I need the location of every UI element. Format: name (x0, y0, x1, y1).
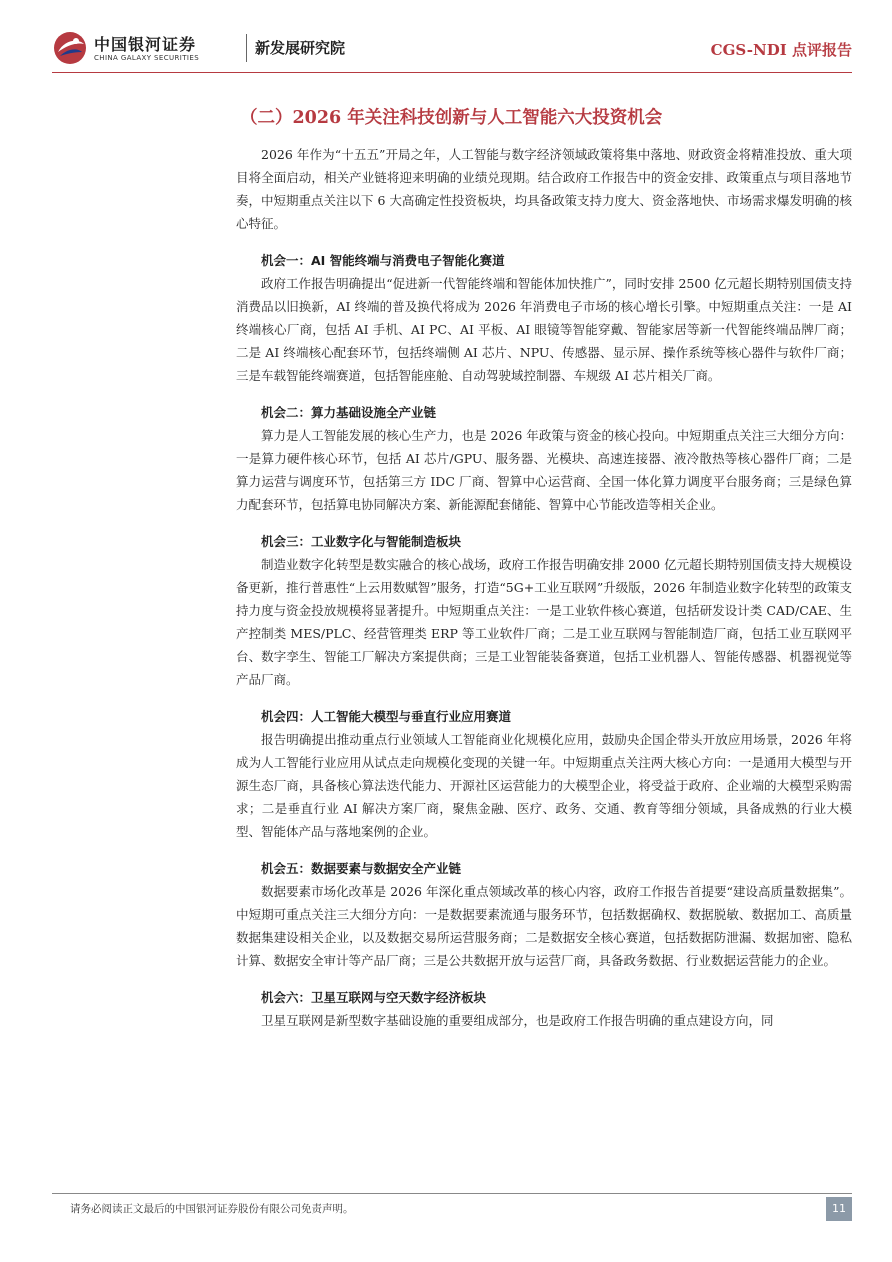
opportunity-5 (236, 857, 852, 972)
institute-name: 新发展研究院 (255, 39, 346, 57)
opportunity-2 (236, 401, 852, 516)
galaxy-logo-icon (52, 30, 88, 66)
header-divider (246, 34, 247, 62)
opportunity-title: 机会三：工业数字化与智能制造板块 (261, 534, 462, 549)
opportunity-6 (236, 986, 852, 1032)
opportunity-1 (236, 249, 852, 387)
section-title: （二）2026 年关注科技创新与人工智能六大投资机会 (240, 108, 663, 128)
opportunity-4 (236, 705, 852, 843)
opportunity-body: 算力是人工智能发展的核心生产力，也是 2026 年政策与资金的核心投向。中短期重点关注三大细分方向：一是算力硬件核心环节，包括 AI 芯片/GPU、服务器、光模块、高速连接器、液冷散热等核心器件厂商；二是算力运营与调度环节，包括第三方 IDC 厂商、智算中心运营商、全国一体化算力调度平台服务商；三是绿色算力配套环节，包括算电协同解决方案、新能源配套储能、智算中心节能改造等相关企业。 (236, 428, 852, 512)
intro-paragraph: 2026 年作为“十五五”开局之年，人工智能与数字经济领域政策将集中落地、财政资金将精准投放、重大项目将全面启动，相关产业链将迎来明确的业绩兑现期。结合政府工作报告中的资金安排、政策重点与项目落地节奏，中短期重点关注以下 6 大高确定性投资板块，均具备政策支持力度大、资金落地快、市场需求爆发明确的核心特征。 (236, 147, 852, 231)
opportunity-body: 报告明确提出推动重点行业领域人工智能商业化规模化应用，鼓励央企国企带头开放应用场景，2026 年将成为人工智能行业应用从试点走向规模化变现的关键一年。中短期重点关注两大核心方向：一是通用大模型与开源生态厂商，具备核心算法迭代能力、开源社区运营能力的大模型企业，将受益于政府、企业端的大模型采购需求；二是垂直行业 AI 解决方案厂商，聚焦金融、医疗、政务、交通、教育等细分领域，具备成熟的行业大模型、智能体产品与落地案例的企业。 (236, 732, 852, 839)
opportunity-title: 机会五：数据要素与数据安全产业链 (261, 861, 462, 876)
opportunity-body: 数据要素市场化改革是 2026 年深化重点领域改革的核心内容，政府工作报告首提要“建设高质量数据集”。中短期可重点关注三大细分方向：一是数据要素流通与服务环节，包括数据确权、数据脱敏、数据加工、高质量数据集建设相关企业，以及数据交易所运营服务商；二是数据安全核心赛道，包括数据防泄漏、数据加密、隐私计算、数据安全审计等产品厂商；三是公共数据开放与运营厂商，具备政务数据、行业数据运营能力的企业。 (236, 884, 852, 968)
company-name-en: CHINA GALAXY SECURITIES (94, 54, 200, 62)
opportunity-title: 机会二：算力基础设施全产业链 (261, 405, 437, 420)
page-header (52, 28, 852, 70)
opportunity-body: 卫星互联网是新型数字基础设施的重要组成部分，也是政府工作报告明确的重点建设方向，同 (261, 1013, 774, 1028)
company-name-cn: 中国银河证券 (94, 35, 197, 54)
opportunity-title: 机会四：人工智能大模型与垂直行业应用赛道 (261, 709, 512, 724)
header-rule (52, 72, 852, 73)
disclaimer-text: 请务必阅读正文最后的中国银河证券股份有限公司免责声明。 (70, 1203, 354, 1215)
opportunity-title: 机会六：卫星互联网与空天数字经济板块 (261, 990, 487, 1005)
page-number: 11 (826, 1197, 852, 1221)
opportunity-title: 机会一：AI 智能终端与消费电子智能化赛道 (261, 253, 505, 268)
footer-rule (52, 1193, 852, 1194)
opportunity-body: 政府工作报告明确提出“促进新一代智能终端和智能体加快推广”，同时安排 2500 亿元超长期特别国债支持消费品以旧换新，AI 终端的普及换代将成为 2026 年消费电子市场的核心增长引擎。中短期重点关注：一是 AI 终端核心厂商，包括 AI 手机、AI PC、AI 平板、AI 眼镜等智能穿戴、智能家居等新一代智能终端品牌厂商；二是 AI 终端核心配套环节，包括终端侧 AI 芯片、NPU、传感器、显示屏、操作系统等核心器件与软件厂商；三是车载智能终端赛道，包括智能座舱、自动驾驶域控制器、车规级 AI 芯片相关厂商。 (236, 276, 852, 383)
report-type-label: CGS-NDI 点评报告 (710, 41, 852, 59)
opportunity-body: 制造业数字化转型是数实融合的核心战场，政府工作报告明确安排 2000 亿元超长期特别国债支持大规模设备更新，推行普惠性“上云用数赋智”服务，打造“5G+工业互联网”升级版，2026 年制造业数字化转型的政策支持力度与资金投放规模将显著提升。中短期重点关注：一是工业软件核心赛道，包括研发设计类 CAD/CAE、生产控制类 MES/PLC、经营管理类 ERP 等工业软件厂商；二是工业互联网与智能制造厂商，包括工业互联网平台、数字孪生、智能工厂解决方案提供商；三是工业智能装备赛道，包括工业机器人、智能传感器、机器视觉等产品厂商。 (236, 557, 852, 687)
main-content (236, 104, 852, 1032)
opportunity-3 (236, 530, 852, 691)
